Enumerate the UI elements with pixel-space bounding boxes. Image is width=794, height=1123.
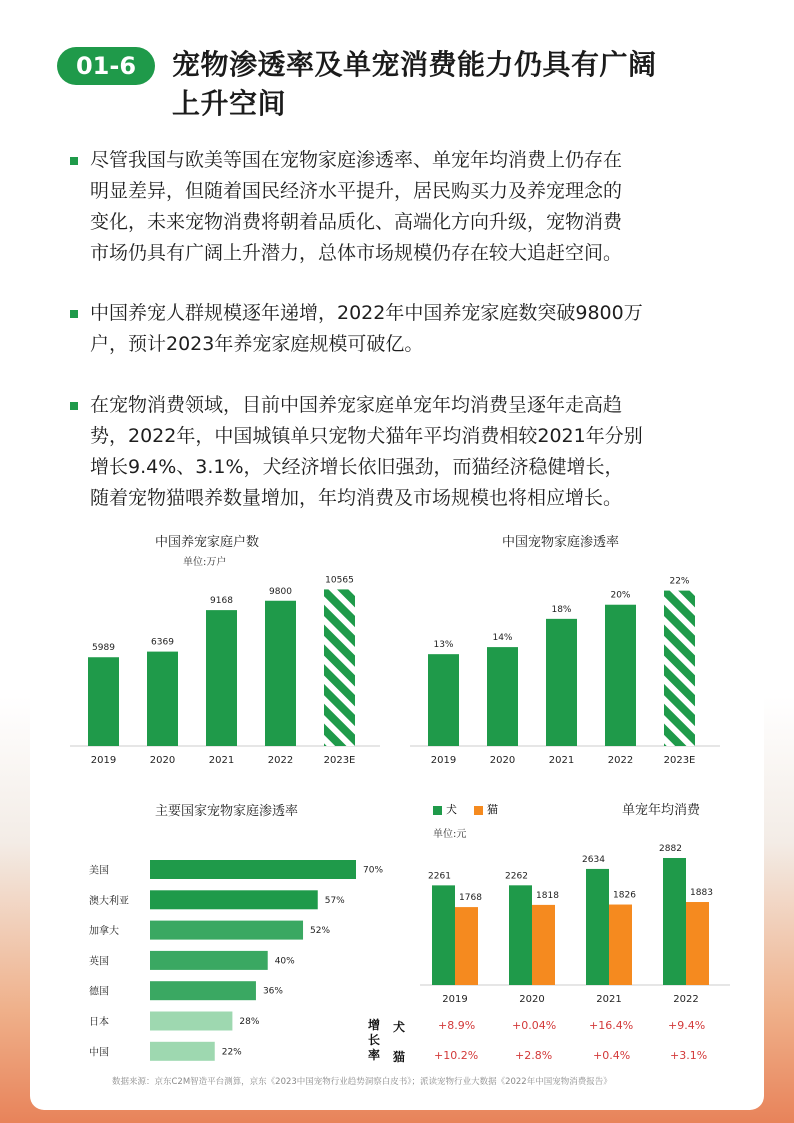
data-label: 2882 — [659, 843, 682, 854]
growth-rate-label — [368, 1018, 382, 1063]
country-label: 澳大利亚 — [89, 895, 129, 907]
chart3-title: 主要国家宠物家庭渗透率 — [155, 804, 299, 819]
country-label: 中国 — [89, 1047, 109, 1059]
country-label: 日本 — [89, 1017, 109, 1028]
bar — [546, 619, 577, 746]
legend-cat-label: 猫 — [487, 803, 498, 816]
growth-dog-2022: +9.4% — [668, 1019, 706, 1032]
x-tick-label: 2019 — [90, 755, 117, 766]
x-tick-label: 2022 — [267, 755, 294, 766]
growth-cat-2019: +10.2% — [434, 1049, 479, 1062]
chart-penetration — [410, 560, 730, 770]
data-label: 18% — [551, 604, 572, 615]
bar — [686, 902, 709, 985]
bar — [664, 591, 695, 746]
paragraph-3 — [90, 390, 740, 514]
x-tick-label: 2019 — [442, 994, 468, 1005]
x-tick-label: 2021 — [596, 994, 622, 1005]
x-tick-label: 2020 — [489, 755, 516, 766]
growth-cat-label: 猫 — [393, 1050, 406, 1064]
data-label: 36% — [262, 986, 283, 997]
bullet-icon — [70, 402, 78, 410]
paragraph-1 — [90, 145, 740, 269]
data-label: 2261 — [428, 871, 451, 882]
x-tick-label: 2023E — [663, 755, 696, 766]
chart4-legend — [433, 801, 498, 817]
x-tick-label: 2022 — [673, 994, 699, 1005]
x-tick-label: 2021 — [548, 755, 575, 766]
x-tick-label: 2020 — [149, 755, 176, 766]
data-label: 1826 — [613, 890, 636, 901]
data-source: 数据来源：京东C2M智造平台测算，京东《2023中国宠物行业趋势洞察白皮书》；派读宠物行业大数据《2022年中国宠物消费报告》 — [112, 1077, 612, 1087]
data-label: 20% — [610, 590, 631, 601]
growth-rate-text: 增长率 — [368, 1018, 381, 1062]
data-label: 22% — [221, 1047, 242, 1058]
title-line-2: 上升空间 — [172, 87, 287, 120]
text-line: 增长9.4%、3.1%，犬经济增长依旧强劲，而猫经济稳健增长， — [90, 456, 624, 478]
bar — [432, 885, 455, 985]
page-title — [172, 45, 742, 123]
country-label: 加拿大 — [89, 926, 119, 938]
bar — [605, 605, 636, 746]
growth-dog-label: 犬 — [393, 1020, 406, 1034]
text-line: 在宠物消费领域，目前中国养宠家庭单宠年均消费呈逐年走高趋 — [90, 394, 623, 416]
bullet-icon — [70, 157, 78, 165]
text-line: 明显差异，但随着国民经济水平提升，居民购买力及养宠理念的 — [90, 180, 623, 202]
bar — [150, 890, 318, 909]
text-line: 中国养宠人群规模逐年递增，2022年中国养宠家庭数突破9800万 — [90, 302, 643, 324]
data-label: 52% — [310, 926, 331, 937]
growth-dog-2019: +8.9% — [438, 1019, 476, 1032]
data-label: 28% — [239, 1017, 260, 1027]
data-label: 6369 — [151, 637, 174, 648]
data-label: 1883 — [690, 888, 713, 899]
text-line: 变化，未来宠物消费将朝着品质化、高端化方向升级，宠物消费 — [90, 211, 623, 233]
growth-cat-2020: +2.8% — [515, 1049, 553, 1062]
bar — [150, 1012, 232, 1031]
data-label: 40% — [274, 956, 295, 967]
data-label: 70% — [363, 865, 384, 876]
bar — [150, 860, 356, 879]
data-label: 2634 — [582, 854, 605, 865]
x-tick-label: 2020 — [519, 994, 545, 1005]
text-line: 户，预计2023年养宠家庭规模可破亿。 — [90, 333, 424, 355]
legend-dog-swatch — [433, 806, 442, 815]
bar — [487, 647, 518, 746]
data-label: 1768 — [459, 893, 482, 904]
country-label: 美国 — [89, 865, 109, 877]
chart-country-penetration — [85, 850, 395, 1070]
bullet-icon — [70, 310, 78, 318]
bar — [150, 921, 303, 940]
bar — [609, 905, 632, 985]
text-line: 势，2022年，中国城镇单只宠物犬猫年平均消费相较2021年分别 — [90, 425, 643, 447]
chart2-title: 中国宠物家庭渗透率 — [502, 535, 620, 550]
bar — [265, 601, 296, 746]
chart-households — [70, 560, 390, 770]
text-line: 市场仍具有广阔上升潜力，总体市场规模仍存在较大追赶空间。 — [90, 242, 623, 264]
bar — [88, 657, 119, 746]
chart4-unit: 单位:元 — [433, 829, 467, 840]
bar — [150, 1042, 215, 1061]
paragraph-2 — [90, 298, 740, 360]
bar — [324, 589, 355, 746]
section-badge: 01-6 — [57, 47, 155, 85]
data-label: 13% — [433, 640, 454, 651]
legend-cat-swatch — [474, 806, 483, 815]
bar — [150, 951, 268, 970]
bar — [206, 610, 237, 746]
bar — [428, 654, 459, 746]
growth-dog-2020: +0.04% — [512, 1019, 557, 1032]
chart-annual-spend — [415, 840, 735, 1010]
bar — [532, 905, 555, 985]
x-tick-label: 2022 — [607, 755, 634, 766]
country-label: 德国 — [89, 986, 109, 998]
growth-dog-2021: +16.4% — [589, 1019, 634, 1032]
data-label: 9800 — [269, 586, 292, 597]
data-label: 1818 — [536, 890, 559, 901]
text-line: 尽管我国与欧美等国在宠物家庭渗透率、单宠年均消费上仍存在 — [90, 149, 623, 171]
title-line-1: 宠物渗透率及单宠消费能力仍具有广阔 — [172, 48, 657, 81]
bar — [663, 858, 686, 985]
x-tick-label: 2021 — [208, 755, 235, 766]
bar — [509, 885, 532, 985]
x-tick-label: 2019 — [430, 755, 457, 766]
chart4-title: 单宠年均消费 — [622, 803, 701, 818]
growth-cat-2022: +3.1% — [670, 1049, 708, 1062]
x-tick-label: 2023E — [323, 755, 356, 766]
bar — [455, 907, 478, 985]
data-label: 10565 — [325, 575, 354, 586]
growth-cat-2021: +0.4% — [593, 1049, 631, 1062]
bar — [586, 869, 609, 985]
country-label: 英国 — [89, 956, 109, 968]
data-label: 22% — [669, 576, 690, 587]
chart1-unit: 单位:万户 — [183, 557, 227, 568]
data-label: 57% — [324, 895, 345, 906]
bar — [150, 981, 256, 1000]
bar — [147, 652, 178, 746]
data-label: 9168 — [210, 596, 233, 607]
data-label: 14% — [492, 633, 513, 644]
chart1-title: 中国养宠家庭户数 — [155, 535, 260, 550]
data-label: 5989 — [92, 643, 115, 654]
text-line: 随着宠物猫喂养数量增加，年均消费及市场规模也将相应增长。 — [90, 487, 623, 509]
legend-dog-label: 犬 — [446, 803, 457, 816]
data-label: 2262 — [505, 871, 528, 882]
